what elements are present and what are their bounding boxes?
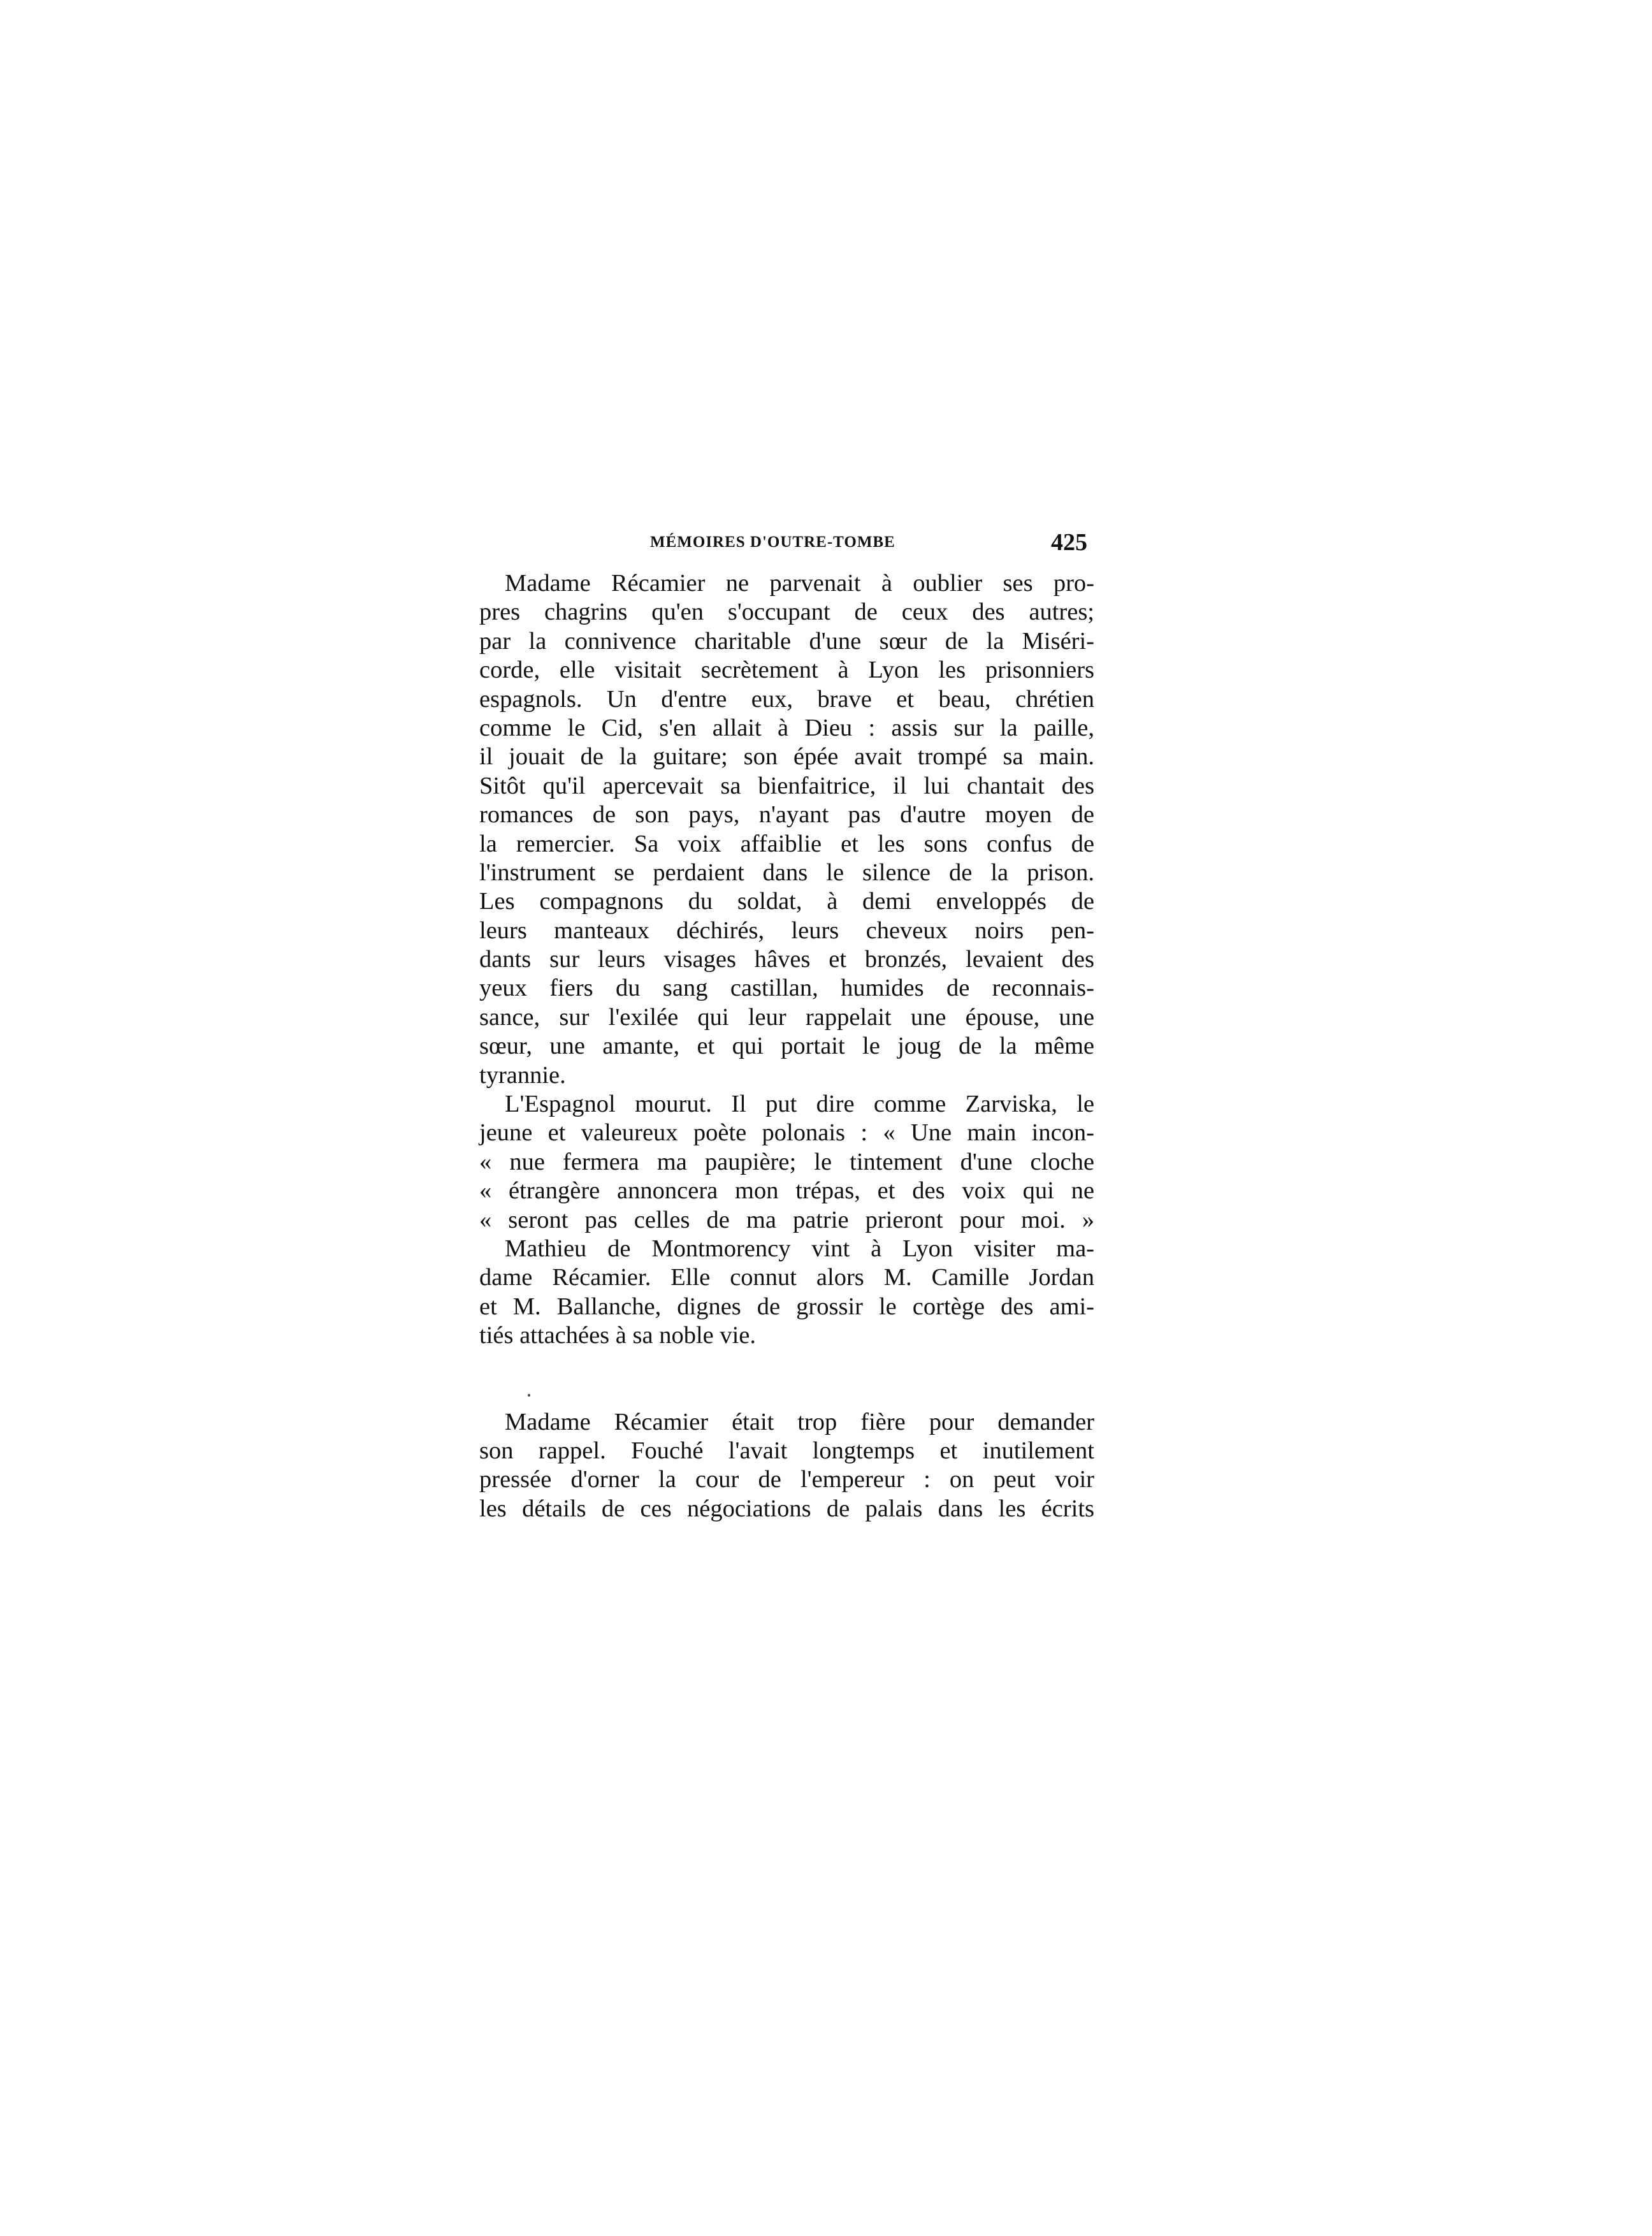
text-line: « seront pas celles de ma patrie prieront pour moi. » xyxy=(479,1206,1094,1233)
text-line: les détails de ces négociations de palais dans les écrits xyxy=(479,1495,1094,1522)
text-line: corde, elle visitait secrètement à Lyon les prisonniers xyxy=(479,657,1094,684)
text-line: l'instrument se perdaient dans le silence de la prison. xyxy=(479,859,1094,886)
text-line: Madame Récamier était trop fière pour demander xyxy=(505,1408,1094,1435)
text-line: pressée d'orner la cour de l'empereur : on peut voir xyxy=(479,1466,1094,1493)
text-line: Les compagnons du soldat, à demi enveloppés de xyxy=(479,888,1094,915)
text-line: « étrangère annoncera mon trépas, et des voix qui ne xyxy=(479,1177,1094,1205)
paragraph xyxy=(479,1235,1094,1351)
text-line: tyrannie. xyxy=(479,1061,566,1089)
body-text xyxy=(479,569,1094,1523)
text-line: Mathieu de Montmorency vint à Lyon visiter ma- xyxy=(505,1235,1094,1262)
text-line: son rappel. Fouché l'avait longtemps et inutilement xyxy=(479,1437,1094,1464)
text-line: par la connivence charitable d'une sœur de la Miséri- xyxy=(479,627,1094,655)
section-dot xyxy=(528,1394,530,1397)
text-line: il jouait de la guitare; son épée avait trompé sa main. xyxy=(479,743,1094,771)
text-line: sœur, une amante, et qui portait le joug de la même xyxy=(479,1033,1094,1060)
text-line: yeux fiers du sang castillan, humides de reconnais- xyxy=(479,975,1094,1002)
paragraph xyxy=(479,1408,1094,1524)
text-line: « nue fermera ma paupière; le tintement d'une cloche xyxy=(479,1148,1094,1175)
text-line: sance, sur l'exilée qui leur rappelait une épouse, une xyxy=(479,1003,1094,1031)
section-break xyxy=(479,1351,1094,1408)
text-line: pres chagrins qu'en s'occupant de ceux des autres; xyxy=(479,599,1094,626)
text-line: espagnols. Un d'entre eux, brave et beau, chrétien xyxy=(479,685,1094,713)
text-line: tiés attachées à sa noble vie. xyxy=(479,1322,757,1349)
text-line: dants sur leurs visages hâves et bronzés, levaient des xyxy=(479,946,1094,973)
text-line: L'Espagnol mourut. Il put dire comme Zarviska, le xyxy=(505,1091,1094,1118)
running-title: MÉMOIRES D'OUTRE-TOMBE xyxy=(650,534,895,551)
text-line: romances de son pays, n'ayant pas d'autre moyen de xyxy=(479,801,1094,829)
paragraph xyxy=(479,1090,1094,1235)
text-line: jeune et valeureux poète polonais : « Une main incon- xyxy=(479,1119,1094,1147)
text-line: la remercier. Sa voix affaiblie et les sons confus de xyxy=(479,830,1094,857)
text-line: leurs manteaux déchirés, leurs cheveux noirs pen- xyxy=(479,917,1094,944)
text-line: Sitôt qu'il apercevait sa bienfaitrice, il lui chantait des xyxy=(479,772,1094,799)
text-line: Madame Récamier ne parvenait à oublier ses pro- xyxy=(505,570,1094,597)
text-line: dame Récamier. Elle connut alors M. Camille Jordan xyxy=(479,1264,1094,1291)
page-number: 425 xyxy=(1051,529,1087,556)
text-line: et M. Ballanche, dignes de grossir le cortège des ami- xyxy=(479,1293,1094,1320)
paragraph xyxy=(479,569,1094,1090)
text-line: comme le Cid, s'en allait à Dieu : assis sur la paille, xyxy=(479,714,1094,741)
page-header xyxy=(650,526,1096,558)
